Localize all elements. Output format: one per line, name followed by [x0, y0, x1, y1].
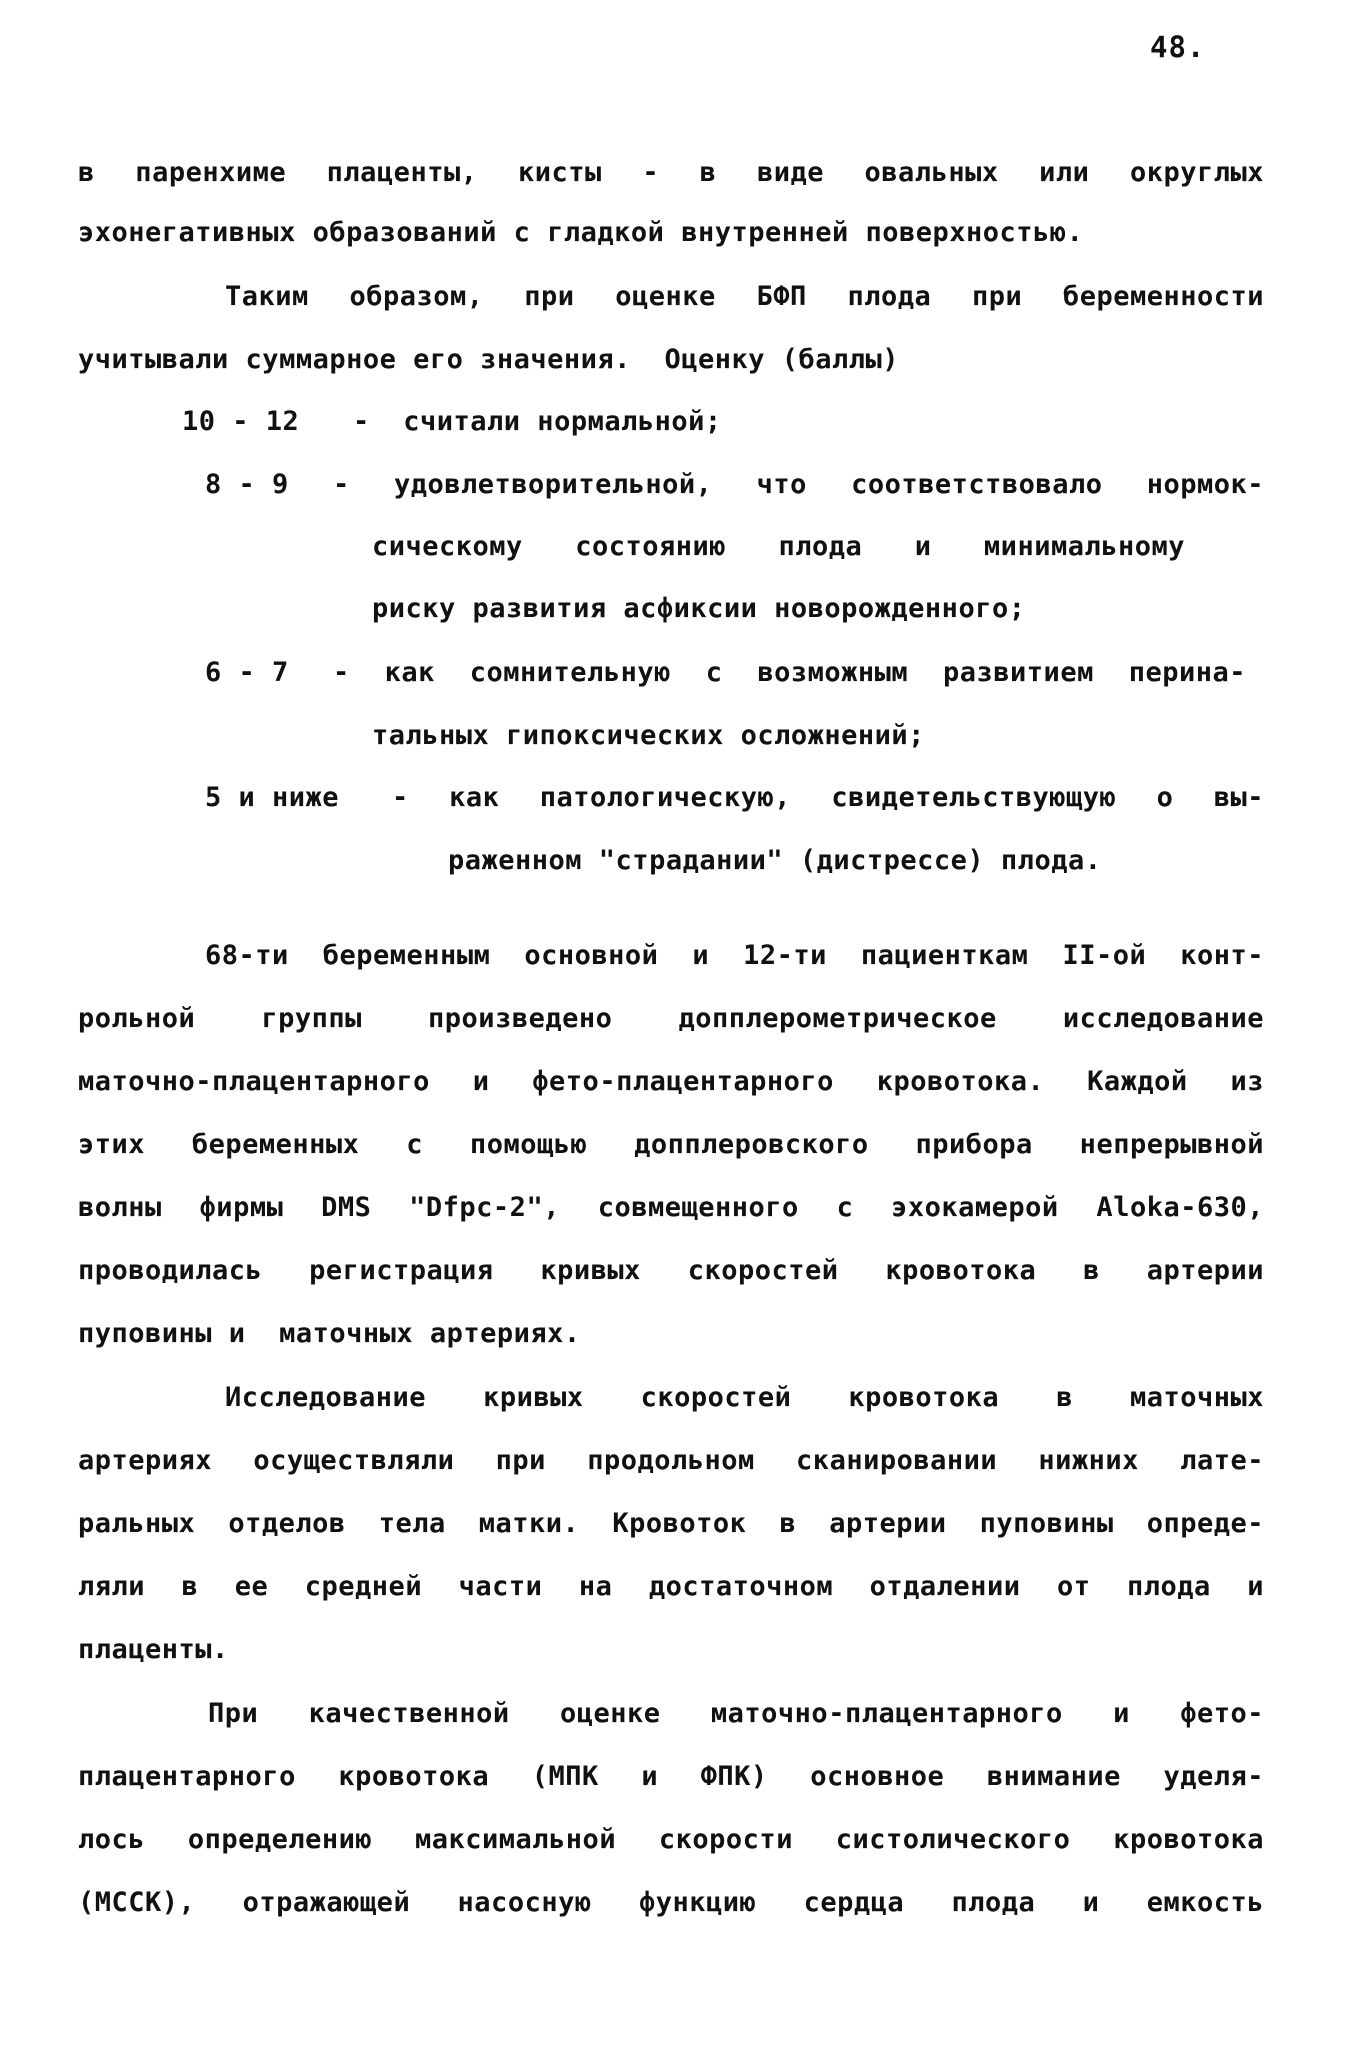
paragraph-5-line-1: При качественной оценке маточно-плацентарного и фето-	[208, 1698, 1264, 1729]
paragraph-3-line-3: маточно-плацентарного и фето-плацентарного кровотока. Каждой из	[78, 1066, 1264, 1097]
paragraph-5-line-4: (МССК), отражающей насосную функцию сердца плода и емкость	[78, 1887, 1264, 1918]
paragraph-4-line-5: плаценты.	[78, 1634, 229, 1665]
paragraph-1-line-2: эхонегативных образований с гладкой внутренней поверхностью.	[78, 217, 1084, 248]
paragraph-4-line-3: ральных отделов тела матки. Кровоток в артерии пуповины опреде-	[78, 1508, 1264, 1539]
scale-item-2-line-3: риску развития асфиксии новорожденного;	[372, 593, 1026, 624]
paragraph-3-line-7: пуповины и маточных артериях.	[78, 1318, 581, 1349]
scale-item-3-line-1: - как сомнительную с возможным развитием перина-	[333, 657, 1246, 688]
scale-item-4-line-2: раженном "страдании" (дистрессе) плода.	[448, 845, 1102, 876]
scale-item-2-line-1: - удовлетворительной, что соответствовало нормок-	[333, 469, 1264, 500]
paragraph-3-line-5: волны фирмы DMS "Dfpc-2", совмещенного с эхокамерой Aloka-630,	[78, 1192, 1264, 1223]
paragraph-3-line-1: 68-ти беременным основной и 12-ти пациенткам II-ой конт-	[205, 940, 1264, 971]
scale-item-2-range: 8 - 9	[205, 469, 289, 500]
scale-item-3-range: 6 - 7	[205, 657, 289, 688]
scale-item-4-line-1: - как патологическую, свидетельствующую о вы-	[392, 782, 1264, 813]
scale-item-4-range: 5 и ниже	[205, 782, 340, 813]
paragraph-2-line-1: Таким образом, при оценке БФП плода при беременности	[225, 281, 1264, 312]
paragraph-4-line-1: Исследование кривых скоростей кровотока в маточных	[225, 1382, 1264, 1413]
paragraph-2-line-2: учитывали суммарное его значения. Оценку (баллы)	[78, 344, 900, 375]
paragraph-3-line-2: рольной группы произведено допплерометрическое исследование	[78, 1003, 1264, 1034]
scale-item-3-line-2: тальных гипоксических осложнений;	[372, 720, 925, 751]
paragraph-3-line-6: проводилась регистрация кривых скоростей кровотока в артерии	[78, 1255, 1264, 1286]
scale-item-2-line-2: сическому состоянию плода и минимальному	[372, 531, 1185, 562]
paragraph-1-line-1: в паренхиме плаценты, кисты - в виде овальных или округлых	[78, 157, 1264, 188]
paragraph-4-line-4: ляли в ее средней части на достаточном отдалении от плода и	[78, 1571, 1264, 1602]
paragraph-5-line-3: лось определению максимальной скорости систолического кровотока	[78, 1824, 1264, 1855]
paragraph-5-line-2: плацентарного кровотока (МПК и ФПК) основное внимание уделя-	[78, 1761, 1264, 1792]
scale-item-1-text: - считали нормальной;	[353, 406, 722, 437]
scale-item-1-range: 10 - 12	[182, 406, 300, 437]
paragraph-4-line-2: артериях осуществляли при продольном сканировании нижних лате-	[78, 1445, 1264, 1476]
page-number: 48.	[1150, 30, 1206, 64]
paragraph-3-line-4: этих беременных с помощью допплеровского прибора непрерывной	[78, 1129, 1264, 1160]
